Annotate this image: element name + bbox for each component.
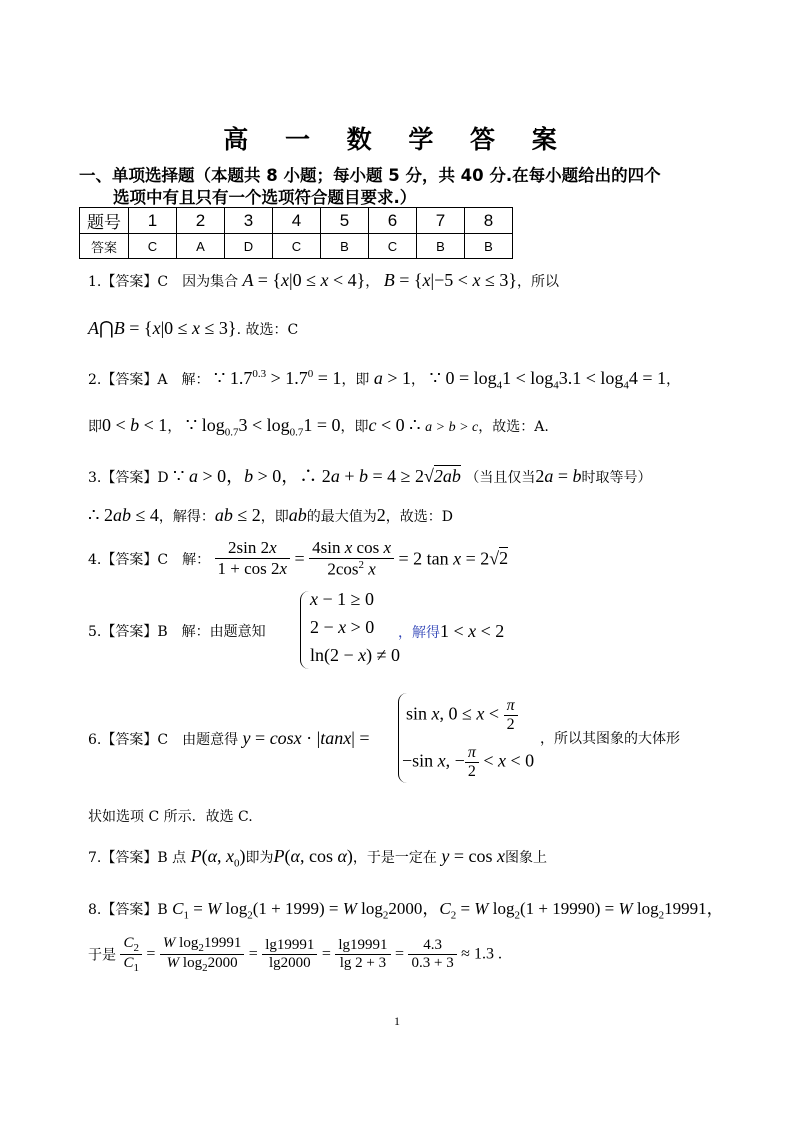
item-text: 1.【答案】C 因为集合 [88,274,239,290]
answer-item-7 [88,846,547,870]
formula: 2 − x > 0 [310,617,375,637]
item-text: ， [365,274,380,290]
item-text: ，即 [260,509,289,525]
formula: x − 1 ≥ 0 [310,589,375,609]
table-cell: 6 [369,208,417,234]
table-row-answers [80,234,513,259]
table-cell: 8 [465,208,513,234]
item-text: ，所以其图象的大体形 [540,731,680,747]
formula-fraction: $\frac{W \log_219991}{W \log_22000}$ [160,935,244,974]
table-cell: 3 [225,208,273,234]
item-text: 8.【答案】B [88,902,168,918]
formula: B = {x|−5 < x ≤ 3} [383,270,517,290]
formula: 1 < x < 2 [440,621,505,641]
item-text: 2.【答案】A 解： [88,372,210,388]
answer-item-6-end [540,728,680,748]
formula: −sin x, − $\frac{\pi}{2}$ < x < 0 [402,744,535,780]
answer-item-3 [88,462,652,488]
formula: c < 0 ∴ a > b > c [368,415,479,435]
formula-fraction: $\frac{2\sin 2x}{1 + \cos 2x}$ [215,538,291,579]
answer-item-5-end [398,621,504,642]
table-cell: C [369,234,417,259]
page-title: 高 一 数 学 答 案 [223,125,571,154]
formula-fraction: $\frac{C_2}{C_1}$ [120,935,142,974]
formula: 2 [376,505,386,525]
table-cell: A [177,234,225,259]
table-header-cell: 题号 [80,208,129,234]
formula: ∴ 2ab ≤ 4 [88,505,159,525]
formula: P(α, $x_0$) [190,846,246,870]
table-cell: C [129,234,177,259]
formula: ≈ 1.3 . [461,945,502,963]
formula: a > 1 [373,368,412,388]
table-cell: 7 [417,208,465,234]
item-text: 于是 [88,947,116,964]
answer-item-8-line2: 于是 $\frac{C_2}{C_1}$ = $\frac{W \log_219991}{W \log_22000}$ = $\frac{\lg 19991}{\lg 2000}$ = $\frac{\lg 19991}{\lg 2 + 3}$ = $\frac{4.3}{0.3 + 3}$ ≈ 1.3 . [88,935,502,974]
item-text: 7.【答案】B 点 [88,850,187,866]
item-text: 时取等号） [581,470,652,486]
formula: A = {x|0 ≤ x < 4} [242,270,366,290]
answer-item-1 [88,270,559,291]
item-text: 的最大值为 [306,509,377,525]
formula: ab [288,505,307,525]
page-number: 1 [394,1014,400,1028]
item-text: 即 [88,419,102,435]
formula: 0 < b < 1 [102,415,168,435]
answer-item-2-line2: 即0 < b < 1， ∵ $\log_{0.7}3 < \log_{0.7}1 = 0$，即c < 0 ∴ a > b > c，故选：A. [88,415,549,439]
formula: ∵ a > 0，b > 0，∴ 2a + b = 4 ≥ 2√2ab [173,466,461,486]
item-text: （当且仅当 [465,470,536,486]
item-text: ，即 [340,419,369,435]
item-text: ，故选：D [385,509,453,525]
answer-item-5 [88,621,266,641]
answer-item-8 [88,894,724,921]
table-row-numbers [80,208,513,234]
item-text: 状如选项 C 所示．故选 C. [88,809,253,825]
item-text: . 故选：C [236,322,299,338]
formula: sin x, 0 ≤ x < $\frac{\pi}{2}$ [406,697,518,734]
section-heading-line2: 选项中有且只有一个选项符合题目要求.） [113,188,417,207]
answer-item-2: 2.【答案】A 解： ∵ $1.7^{0.3} > 1.7^0 = 1$，即 a > 1， ∵ $0 = \log_41 < \log_43.1 < \log_44 = 1$， [88,368,681,392]
answer-table [79,207,513,259]
item-text: 6.【答案】C 由题意得 [88,732,239,748]
table-cell: D [225,234,273,259]
system-brace [300,591,309,669]
answer-item-6-line2 [88,806,253,826]
table-cell: 1 [129,208,177,234]
answer-item-1-line2 [88,318,298,339]
table-cell: 2 [177,208,225,234]
formula: P(α, cos α) [273,846,353,866]
section-heading-line1: 一、单项选择题（本题共 8 小题；每小题 5 分，共 40 分.在每小题给出的四个 [79,166,661,185]
formula: ab ≤ 2 [214,505,261,525]
item-text: ，所以 [516,274,559,290]
item-text: 4.【答案】C 解： [88,551,211,568]
item-text: 3.【答案】D [88,470,169,486]
formula: ∵ $1.7^{0.3} > 1.7^0 = 1$ [213,368,342,388]
item-text: ，解得 [398,625,440,641]
formula: 2a = b [535,466,582,486]
table-cell: B [321,234,369,259]
table-header-cell: 答案 [80,234,129,259]
answer-item-3-line2 [88,505,453,526]
formula: ∵ $\log_{0.7}3 < \log_{0.7}1 = 0$ [185,415,341,439]
formula-fraction: $\frac{\lg 19991}{\lg 2000}$ [262,937,317,972]
item-text: ，故选：A. [478,419,549,435]
table-cell: 5 [321,208,369,234]
formula: y = cos x [441,846,506,866]
item-text: ，即 [341,372,370,388]
formula: y = cosx · |tanx| = [242,728,370,748]
formula: $C_1 = W$ $\log_2(1 + 1999) = W$ $\log_22000$，$C_2 = W$ $\log_2(1 + 19990) = W$ $\log_219991$， [172,899,724,922]
table-cell: B [465,234,513,259]
table-cell: C [273,234,321,259]
formula: ln(2 − x) ≠ 0 [310,645,401,665]
item-text: 5.【答案】B 解：由题意知 [88,624,266,640]
formula: A⋂B = {x|0 ≤ x ≤ 3} [88,318,237,338]
formula-fraction: $\frac{4.3}{0.3 + 3}$ [408,937,456,972]
table-cell: 4 [273,208,321,234]
formula-fraction: $\frac{\text{4sin x cos x}}{2\cos^2 x}$ [309,538,394,580]
formula: ∵ $0 = \log_41 < \log_43.1 < \log_44 = 1$ [429,368,667,392]
item-text: ，解得： [158,509,215,525]
formula: = 2 tan x = 2√2 [398,548,509,569]
item-text: 图象上 [505,850,548,866]
formula-fraction: $\frac{\lg 19991}{\lg 2 + 3}$ [335,937,390,972]
item-text: 即为 [245,850,274,866]
table-cell: B [417,234,465,259]
item-text: ，于是一定在 [352,850,437,866]
answer-item-6 [88,728,370,749]
answer-item-4: 4.【答案】C 解： $\frac{2\sin 2x}{1 + \cos 2x}$ = $\frac{\text{4sin x cos x}}{2\cos^2 x}$ = 2 tan x = 2√2 [88,538,509,579]
